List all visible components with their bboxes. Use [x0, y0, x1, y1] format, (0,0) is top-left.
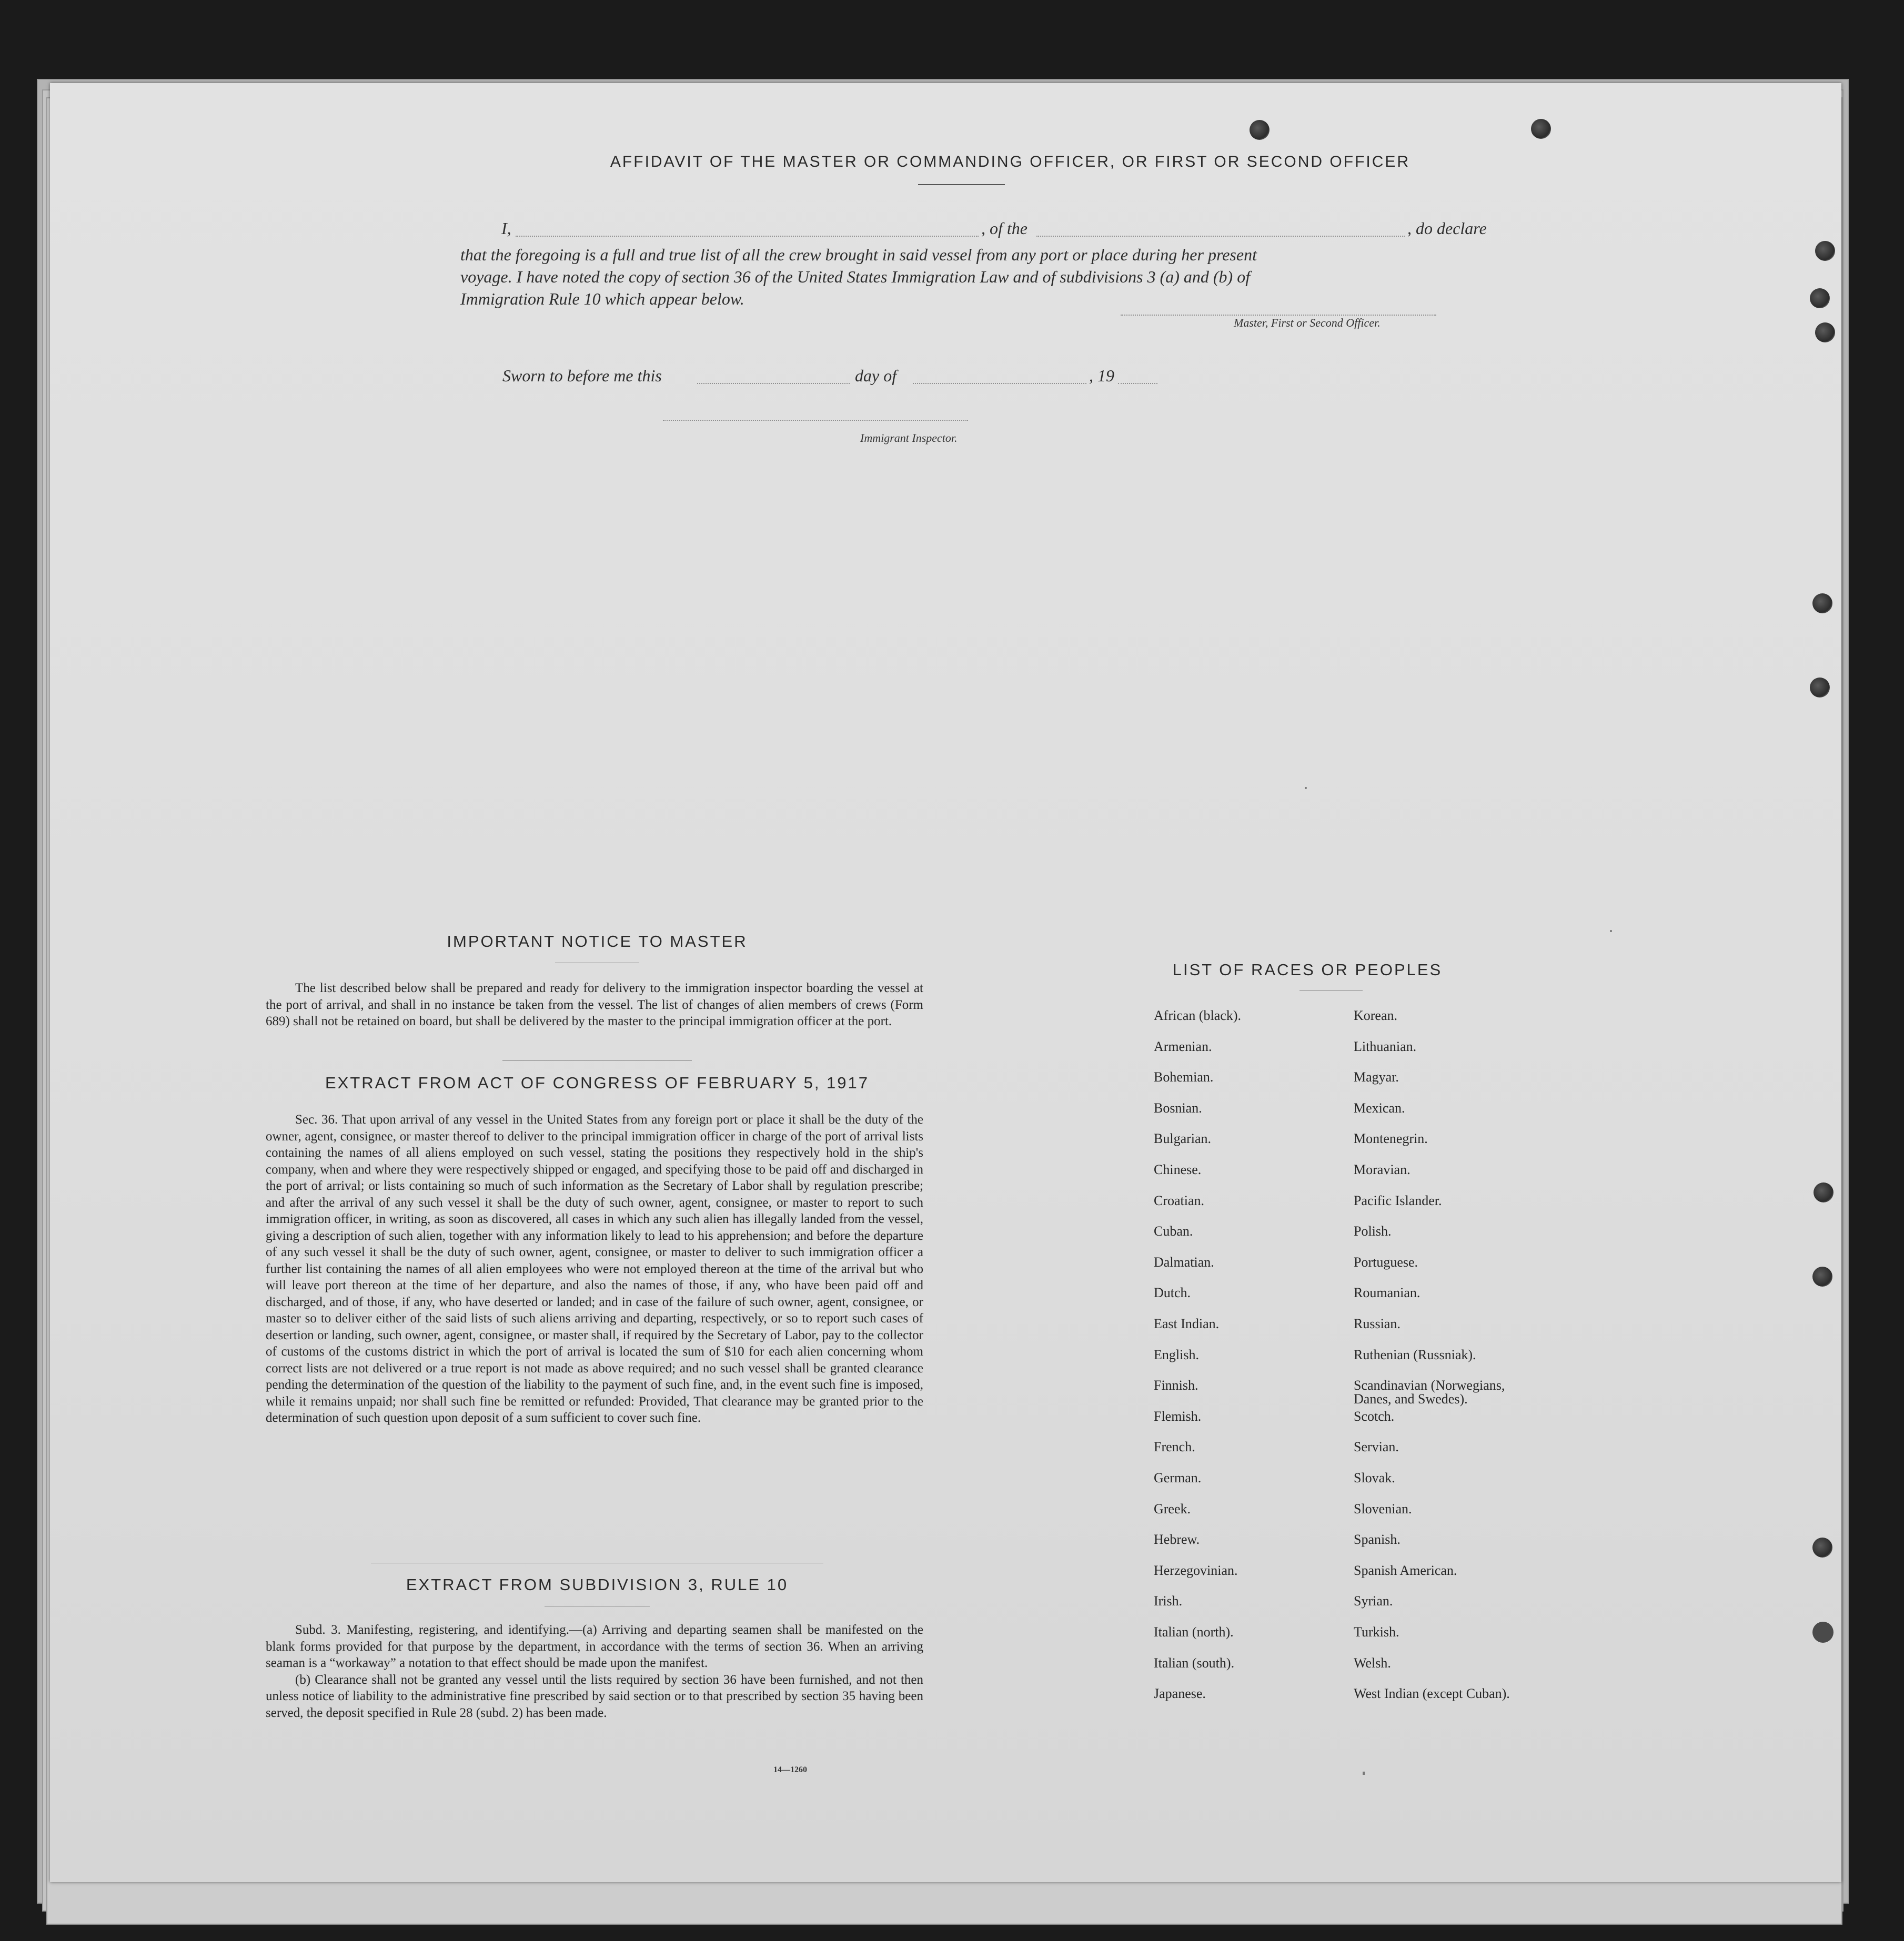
notice-title: IMPORTANT NOTICE TO MASTER: [447, 932, 748, 951]
sworn-month-field[interactable]: [913, 383, 1086, 384]
race-right-item: Lithuanian.: [1354, 1039, 1417, 1054]
binder-hole-icon: [1250, 120, 1270, 140]
race-left-item: Greek.: [1154, 1501, 1191, 1517]
binder-hole-icon: [1810, 288, 1830, 308]
master-signature-caption: Master, First or Second Officer.: [1234, 316, 1381, 329]
race-left-item: Italian (north).: [1154, 1624, 1234, 1640]
affidavit-line-3: Immigration Rule 10 which appear below.: [460, 289, 744, 308]
race-left-item: Bosnian.: [1154, 1100, 1202, 1116]
race-left-item: Bohemian.: [1154, 1069, 1214, 1085]
pencil-mark: [1363, 1772, 1365, 1775]
race-right-item: Russian.: [1354, 1316, 1401, 1331]
race-left-item: Irish.: [1154, 1593, 1183, 1609]
race-right-item: Spanish American.: [1354, 1563, 1457, 1578]
sworn-day-field[interactable]: [697, 383, 850, 384]
race-left-item: Italian (south).: [1154, 1655, 1235, 1671]
sworn-label: Sworn to before me this: [502, 366, 662, 385]
race-right-item: Slovenian.: [1354, 1501, 1412, 1517]
race-right-item: Portuguese.: [1354, 1255, 1418, 1270]
race-left-item: Bulgarian.: [1154, 1131, 1212, 1146]
act-extract-title: EXTRACT FROM ACT OF CONGRESS OF FEBRUARY 5, 1917: [325, 1074, 870, 1092]
binder-hole-icon: [1812, 1267, 1832, 1287]
race-right-item: Magyar.: [1354, 1069, 1399, 1085]
race-left-item: Herzegovinian.: [1154, 1563, 1238, 1578]
inspector-caption: Immigrant Inspector.: [860, 431, 958, 444]
section-divider: [502, 1060, 692, 1061]
binder-hole-icon: [1531, 119, 1551, 139]
of-the-label: , of the: [981, 219, 1027, 238]
year-label: , 19: [1089, 366, 1114, 385]
race-right-item: Polish.: [1354, 1224, 1392, 1239]
race-left-item: Cuban.: [1154, 1224, 1193, 1239]
document-page: [50, 83, 1841, 1882]
race-left-item: Japanese.: [1154, 1686, 1206, 1701]
race-right-item: Korean.: [1354, 1008, 1398, 1023]
binder-hole-icon: [1815, 241, 1835, 261]
race-left-item: Flemish.: [1154, 1409, 1202, 1424]
act-extract-text: [266, 1111, 923, 1427]
race-right-item: West Indian (except Cuban).: [1354, 1686, 1510, 1701]
vessel-field[interactable]: [1036, 236, 1405, 237]
rule-extract-text: [266, 1622, 923, 1721]
race-right-item: Syrian.: [1354, 1593, 1393, 1609]
race-left-item: East Indian.: [1154, 1316, 1220, 1331]
race-right-item: Ruthenian (Russniak).: [1354, 1347, 1476, 1362]
race-left-item: Hebrew.: [1154, 1532, 1200, 1547]
act-section-36-paragraph: Sec. 36. That upon arrival of any vessel in the United States from any foreign port or place it shall be the duty of the owner, agent, consignee, or master thereof to deliver to the principal immigration officer in charge of the port of arrival lists containing the names of all aliens employed on such vessel, stating the positions they respectively hold in the ship's company, when and where they were respectively shipped or engaged, and specifying those to be paid off and discharged in the port of arrival; or lists containing so much of such information as the Secretary of Labor shall by regulation prescribe; and after the arrival of any such vessel it shall be the duty of such owner, agent, consignee, or master to report to such immigration officer, in writing, as soon as discovered, all cases in which any such alien has illegally landed from the vessel, giving a description of such alien, together with any information likely to lead to his apprehension; and before the departure of any such vessel it shall be the duty of such owner, agent, consignee, or master to deliver to such immigration officer a further list containing the names of all alien employees who were not employed thereon at the time of the arrival but who will leave port thereon at the time of her departure, and also the names of those, if any, who have been paid off and discharged, and of those, if any, who have deserted or landed; and in case of the failure of such owner, agent, consignee, or master so to deliver either of the said lists of such aliens arriving and departing, respectively, or so to report such cases of desertion or landing, such owner, agent, consignee, or master shall, if required by the Secretary of Labor, pay to the collector of customs of the customs district in which the port of arrival is located the sum of $10 for each alien concerning whom correct lists are not delivered or a true report is not made as above required; and no such vessel shall be granted clearance pending the determination of the question of the liability to the payment of such fine, and, in the event such fine is imposed, while it remains unpaid; nor shall such fine be remitted or refunded: Provided, That clearance may be granted prior to the determination of such question upon deposit of a sum sufficient to cover such fine.: [266, 1113, 923, 1425]
notice-paragraph: The list described below shall be prepared and ready for delivery to the immigration inspector boarding the vessel at the port of arrival, and shall in no instance be taken from the vessel. The list of changes of alien members of crews (Form 689) shall not be retained on board, but shall be delivered by the master to the principal immigration officer at the port.: [266, 981, 923, 1028]
title-divider: [918, 184, 1005, 185]
races-title: LIST OF RACES OR PEOPLES: [1172, 961, 1443, 979]
affidavit-line-2: voyage. I have noted the copy of section 36 of the United States Immigration Law and of subdivisions 3 (a) and (b) of: [460, 267, 1251, 286]
race-right-item: Roumanian.: [1354, 1285, 1421, 1300]
master-signature-field[interactable]: [1121, 315, 1436, 316]
race-left-item: French.: [1154, 1439, 1195, 1454]
races-divider: [1299, 990, 1363, 991]
race-left-item: Armenian.: [1154, 1039, 1212, 1054]
affidavit-title: AFFIDAVIT OF THE MASTER OR COMMANDING OFFICER, OR FIRST OR SECOND OFFICER: [610, 153, 1411, 170]
notice-text: [266, 980, 923, 1030]
binder-hole-icon: [1810, 678, 1830, 697]
binder-hole-icon: [1812, 593, 1832, 613]
race-right-item: Welsh.: [1354, 1655, 1391, 1671]
binder-hole-icon: [1814, 1182, 1834, 1202]
race-left-item: Dalmatian.: [1154, 1255, 1214, 1270]
race-right-item: Montenegrin.: [1354, 1131, 1428, 1146]
race-right-item: Mexican.: [1354, 1100, 1405, 1116]
binder-hole-icon: [1812, 1622, 1834, 1643]
pencil-mark: [1305, 787, 1307, 789]
race-right-item: Slovak.: [1354, 1470, 1395, 1485]
name-field[interactable]: [516, 236, 979, 237]
race-left-item: English.: [1154, 1347, 1199, 1362]
i-label: I,: [501, 219, 511, 238]
race-left-item: Finnish.: [1154, 1378, 1198, 1393]
race-right-item: Servian.: [1354, 1439, 1399, 1454]
binder-hole-icon: [1815, 322, 1835, 342]
race-left-item: African (black).: [1154, 1008, 1242, 1023]
race-right-item: Spanish.: [1354, 1532, 1401, 1547]
race-right-item: Moravian.: [1354, 1162, 1411, 1177]
race-left-item: German.: [1154, 1470, 1202, 1485]
do-declare-label: , do declare: [1407, 219, 1487, 238]
form-number: 14—1260: [773, 1765, 807, 1774]
day-of-label: day of: [855, 366, 897, 385]
race-right-item: Turkish.: [1354, 1624, 1399, 1640]
sworn-year-field[interactable]: [1118, 383, 1157, 384]
race-right-item: Pacific Islander.: [1354, 1193, 1442, 1208]
inspector-signature-field[interactable]: [663, 420, 968, 421]
race-left-item: Dutch.: [1154, 1285, 1191, 1300]
pencil-mark: [1610, 930, 1612, 932]
race-left-item: Croatian.: [1154, 1193, 1205, 1208]
race-right-item: Scotch.: [1354, 1409, 1395, 1424]
affidavit-line-1: that the foregoing is a full and true list of all the crew brought in said vessel from any port or place during her present: [460, 245, 1257, 264]
binder-hole-icon: [1812, 1538, 1832, 1558]
race-right-item: Scandinavian (Norwegians, Danes, and Swedes).: [1354, 1378, 1505, 1407]
rule-subd-b-paragraph: (b) Clearance shall not be granted any vessel until the lists required by section 36 have been furnished, and not then unless notice of liability to the administrative fine prescribed by said section or to that prescribed by section 35 having been served, the deposit specified in Rule 28 (subd. 2) has been made.: [266, 1672, 923, 1720]
rule-subd-a-paragraph: Subd. 3. Manifesting, registering, and identifying.—(a) Arriving and departing seamen shall be manifested on the blank forms provided for that purpose by the department, in accordance with the terms of section 36. When an arriving seaman is a “workaway” a notation to that effect should be made upon the manifest.: [266, 1623, 923, 1670]
race-left-item: Chinese.: [1154, 1162, 1202, 1177]
rule-extract-title: EXTRACT FROM SUBDIVISION 3, RULE 10: [406, 1575, 789, 1594]
